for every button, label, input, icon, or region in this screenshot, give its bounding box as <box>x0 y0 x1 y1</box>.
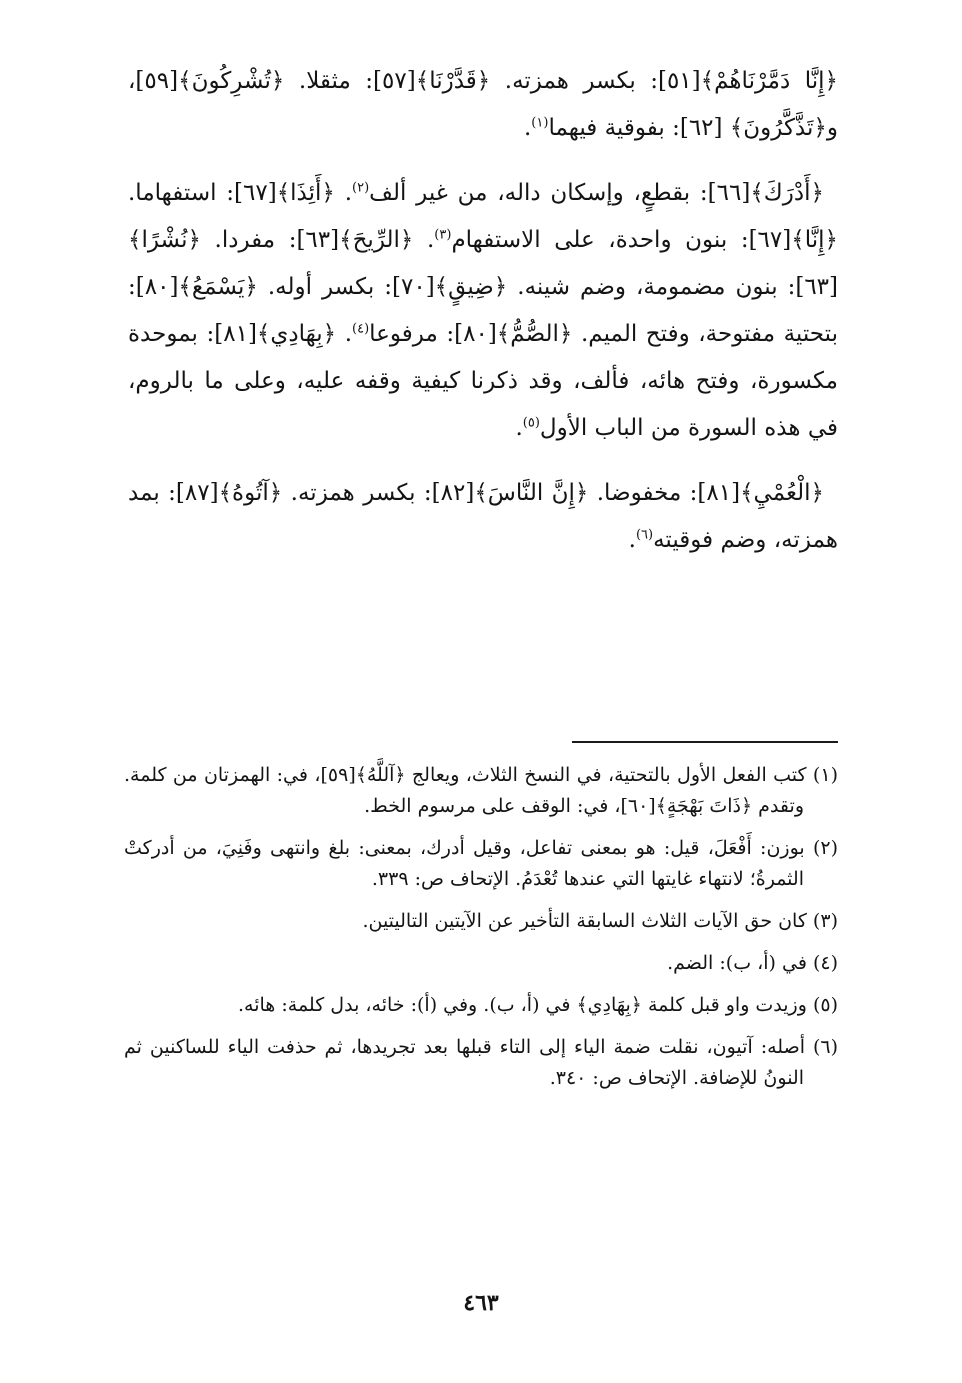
footnote-marker-2[interactable]: (٢) <box>352 180 370 196</box>
footnote-1: (١) كتب الفعل الأول بالتحتية، في النسخ الثلاث، ويعالج ﴿آللَّهُ﴾[٥٩]، في: الهمزتان من كلمة. وتقدم ﴿ذَاتَ بَهْجَةٍ﴾[٦٠]، في: الوقف على مرسوم الخط. <box>124 764 838 817</box>
paragraph-2-end: . <box>515 415 523 441</box>
footnote-5: (٥) وزيدت واو قبل كلمة ﴿بِهَادِي﴾ في (أ، ب). وفي (أ): خائه، بدل كلمة: هائه. <box>238 994 838 1016</box>
paragraph-2-text-3: . ﴿الرِّيحَ﴾[٦٣]: مفردا. ﴿نُشْرًا﴾[٦٣]: بنون مضمومة، وضم شينه. ﴿ضِيقٍ﴾[٧٠]: بكسر أوله. ﴿يَسْمَعُ﴾[٨٠]: بتحتية مفتوحة، وفتح الميم. ﴿الصُّمُّ﴾[٨٠]: مرفوعا <box>128 227 839 347</box>
footnote-marker-5[interactable]: (٥) <box>522 415 540 431</box>
footnote-marker-4[interactable]: (٤) <box>352 321 370 337</box>
footnote-6: (٦) أصله: آتيون، نقلت ضمة الياء إلى التاء قبلها بعد تجريدها، ثم حذفت الياء للساكنين ثم النونُ للإضافة. الإتحاف ص: ٣٤٠. <box>124 1036 838 1089</box>
footnote-marker-3[interactable]: (٣) <box>434 227 452 243</box>
paragraph-2 <box>128 170 838 452</box>
main-text <box>128 58 838 582</box>
paragraph-3-end: . <box>628 527 636 553</box>
footnote-marker-1[interactable]: (١) <box>531 115 549 131</box>
paragraph-2-text-1: ﴿أَدْرَكَ﴾[٦٦]: بقطعٍ، وإسكان داله، من غير ألف <box>369 180 824 206</box>
footnote-marker-6[interactable]: (٦) <box>635 527 654 543</box>
paragraph-1 <box>128 58 838 152</box>
paragraph-2-text-2: . ﴿أَئِذَا﴾[٦٧]: استفهاما. ﴿إِنَّا﴾[٦٧]: بنون واحدة، على الاستفهام <box>128 180 838 253</box>
page-number: ٤٦٣ <box>463 1290 499 1316</box>
footnote-2: (٢) بوزن: أَفْعَلَ، قيل: هو بمعنى تفاعل، وقيل أدرك، بمعنى: بلغ وانتهى وفَنِيَ، من أدركتْ الثمرةُ؛ لانتهاء غايتها التي عندها تُعْدَمُ. الإتحاف ص: ٣٣٩. <box>124 837 838 890</box>
footnote-3: (٣) كان حق الآيات الثلاث السابقة التأخير عن الآيتين التاليتين. <box>362 910 838 932</box>
paragraph-1-end: . <box>523 115 532 141</box>
paragraph-2-text-4: . ﴿بِهَادِي﴾[٨١]: بموحدة مكسورة، وفتح هائه، فألف، وقد ذكرنا كيفية وقفه عليه، وعلى ما بالروم، في هذه السورة من الباب الأول <box>128 321 838 441</box>
footnote-separator <box>572 741 838 743</box>
paragraph-3 <box>128 470 838 564</box>
paragraph-1-text: ﴿إِنَّا دَمَّرْنَاهُمْ﴾[٥١]: بكسر همزته. ﴿قَدَّرْنَا﴾[٥٧]: مثقلا. ﴿تُشْرِكُونَ﴾[٥٩]، و﴿تَذَّكَّرُونَ﴾ [٦٢]: بفوقية فيهما <box>128 68 838 141</box>
footnotes <box>124 760 838 1105</box>
paragraph-3-text: ﴿الْعُمْيِ﴾[٨١]: مخفوضا. ﴿إِنَّ النَّاسَ﴾[٨٢]: بكسر همزته. ﴿آتُوهُ﴾[٨٧]: بمد همزته، وضم فوقيته <box>128 480 838 553</box>
footnote-4: (٤) في (أ، ب): الضم. <box>667 952 838 974</box>
